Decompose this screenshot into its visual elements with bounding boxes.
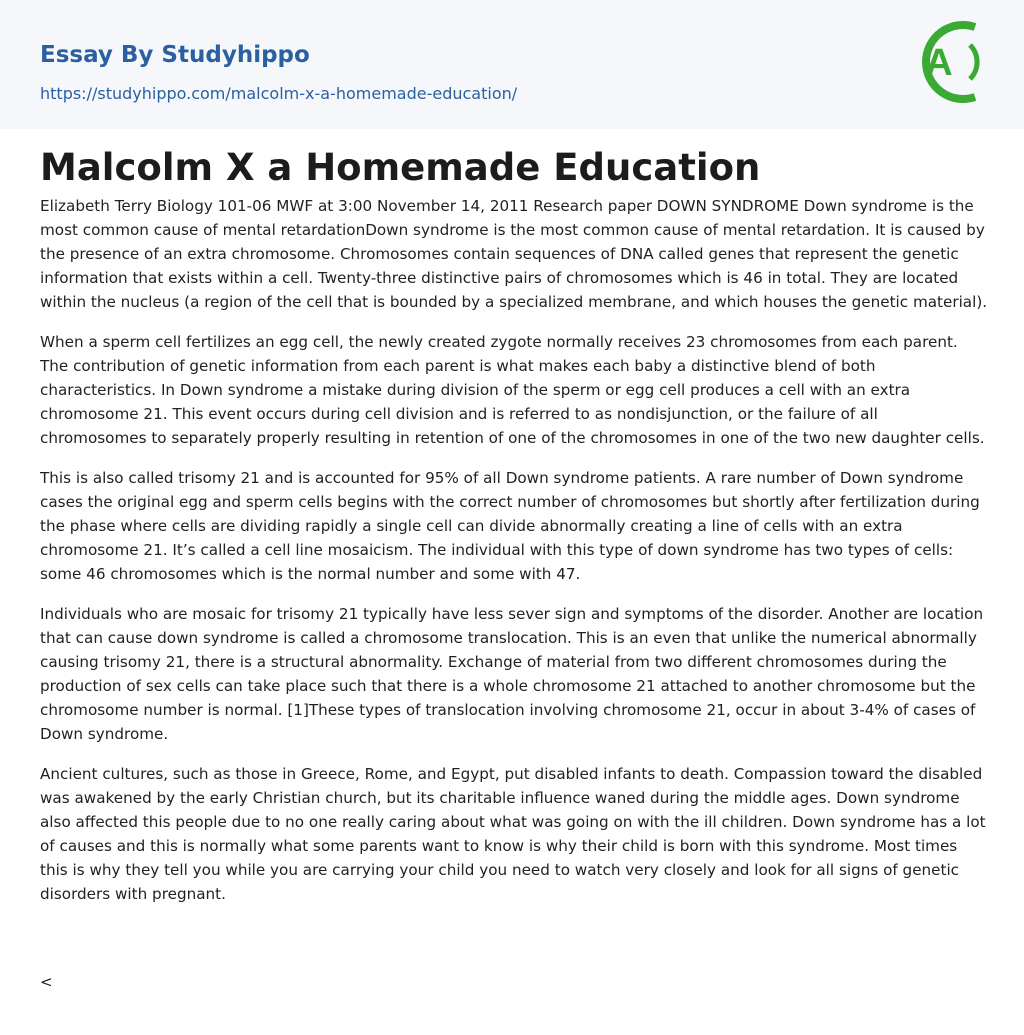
essay-paragraph: Elizabeth Terry Biology 101-06 MWF at 3:00 November 14, 2011 Research paper DOWN SYNDROME Down syndrome is the most common cause of mental retardationDown syndrome is the most common cause of mental retardation. It is caused by the presence of an extra chromosome. Chromosomes contain sequences of DNA called genes that represent the genetic information that exists within a cell. Twenty-three distinctive pairs of chromosomes which is 46 in total. They are located within the nucleus (a region of the cell that is bounded by a specialized membrane, and which houses the genetic material). (40, 197, 988, 311)
truncated-text-marker: < (40, 973, 53, 991)
essay-paragraph: Individuals who are mosaic for trisomy 21 typically have less sever sign and symptoms of the disorder. Another are location that can cause down syndrome is called a chromosome translocation. This is an even that unlike the numerical abnormally causing trisomy 21, there is a structural abnormality. Exchange of material from two different chromosomes during the production of sex cells can take place such that there is a whole chromosome 21 attached to another chromosome but the chromosome number is normal. [1]These types of translocation involving chromosome 21, occur in about 3-4% of cases of Down syndrome. (40, 605, 984, 743)
site-brand: Essay By Studyhippo (40, 42, 310, 68)
essay-body (40, 194, 988, 922)
essay-paragraph: This is also called trisomy 21 and is accounted for 95% of all Down syndrome patients. A rare number of Down syndrome cases the original egg and sperm cells begins with the correct number of chromosomes but shortly after fertilization during the phase where cells are dividing rapidly a single cell can divide abnormally creating a line of cells with an extra chromosome 21. It’s called a cell line mosaicism. The individual with this type of down syndrome has two types of cells: some 46 chromosomes which is the normal number and some with 47. (40, 469, 980, 583)
studyhippo-logo-icon (910, 17, 990, 107)
essay-paragraph: When a sperm cell fertilizes an egg cell, the newly created zygote normally receives 23 chromosomes from each parent. The contribution of genetic information from each parent is what makes each baby a distinctive blend of both characteristics. In Down syndrome a mistake during division of the sperm or egg cell produces a cell with an extra chromosome 21. This event occurs during cell division and is referred to as nondisjunction, or the failure of all chromosomes to separately properly resulting in retention of one of the chromosomes in one of the two new daughter cells. (40, 333, 985, 447)
essay-paragraph: Ancient cultures, such as those in Greece, Rome, and Egypt, put disabled infants to death. Compassion toward the disabled was awakened by the early Christian church, but its charitable influence waned during the middle ages. Down syndrome also affected this people due to no one really caring about what was going on with the ill children. Down syndrome has a lot of causes and this is normally what some parents want to know is why their child is born with this syndrome. Most times this is why they tell you while you are carrying your child you need to watch very closely and look for all signs of genetic disorders with pregnant. (40, 765, 986, 903)
page-title: Malcolm X a Homemade Education (40, 146, 761, 189)
logo-letter: A (925, 42, 953, 84)
site-header (0, 0, 1024, 129)
essay-url-link[interactable]: https://studyhippo.com/malcolm-x-a-homemade-education/ (40, 84, 518, 103)
